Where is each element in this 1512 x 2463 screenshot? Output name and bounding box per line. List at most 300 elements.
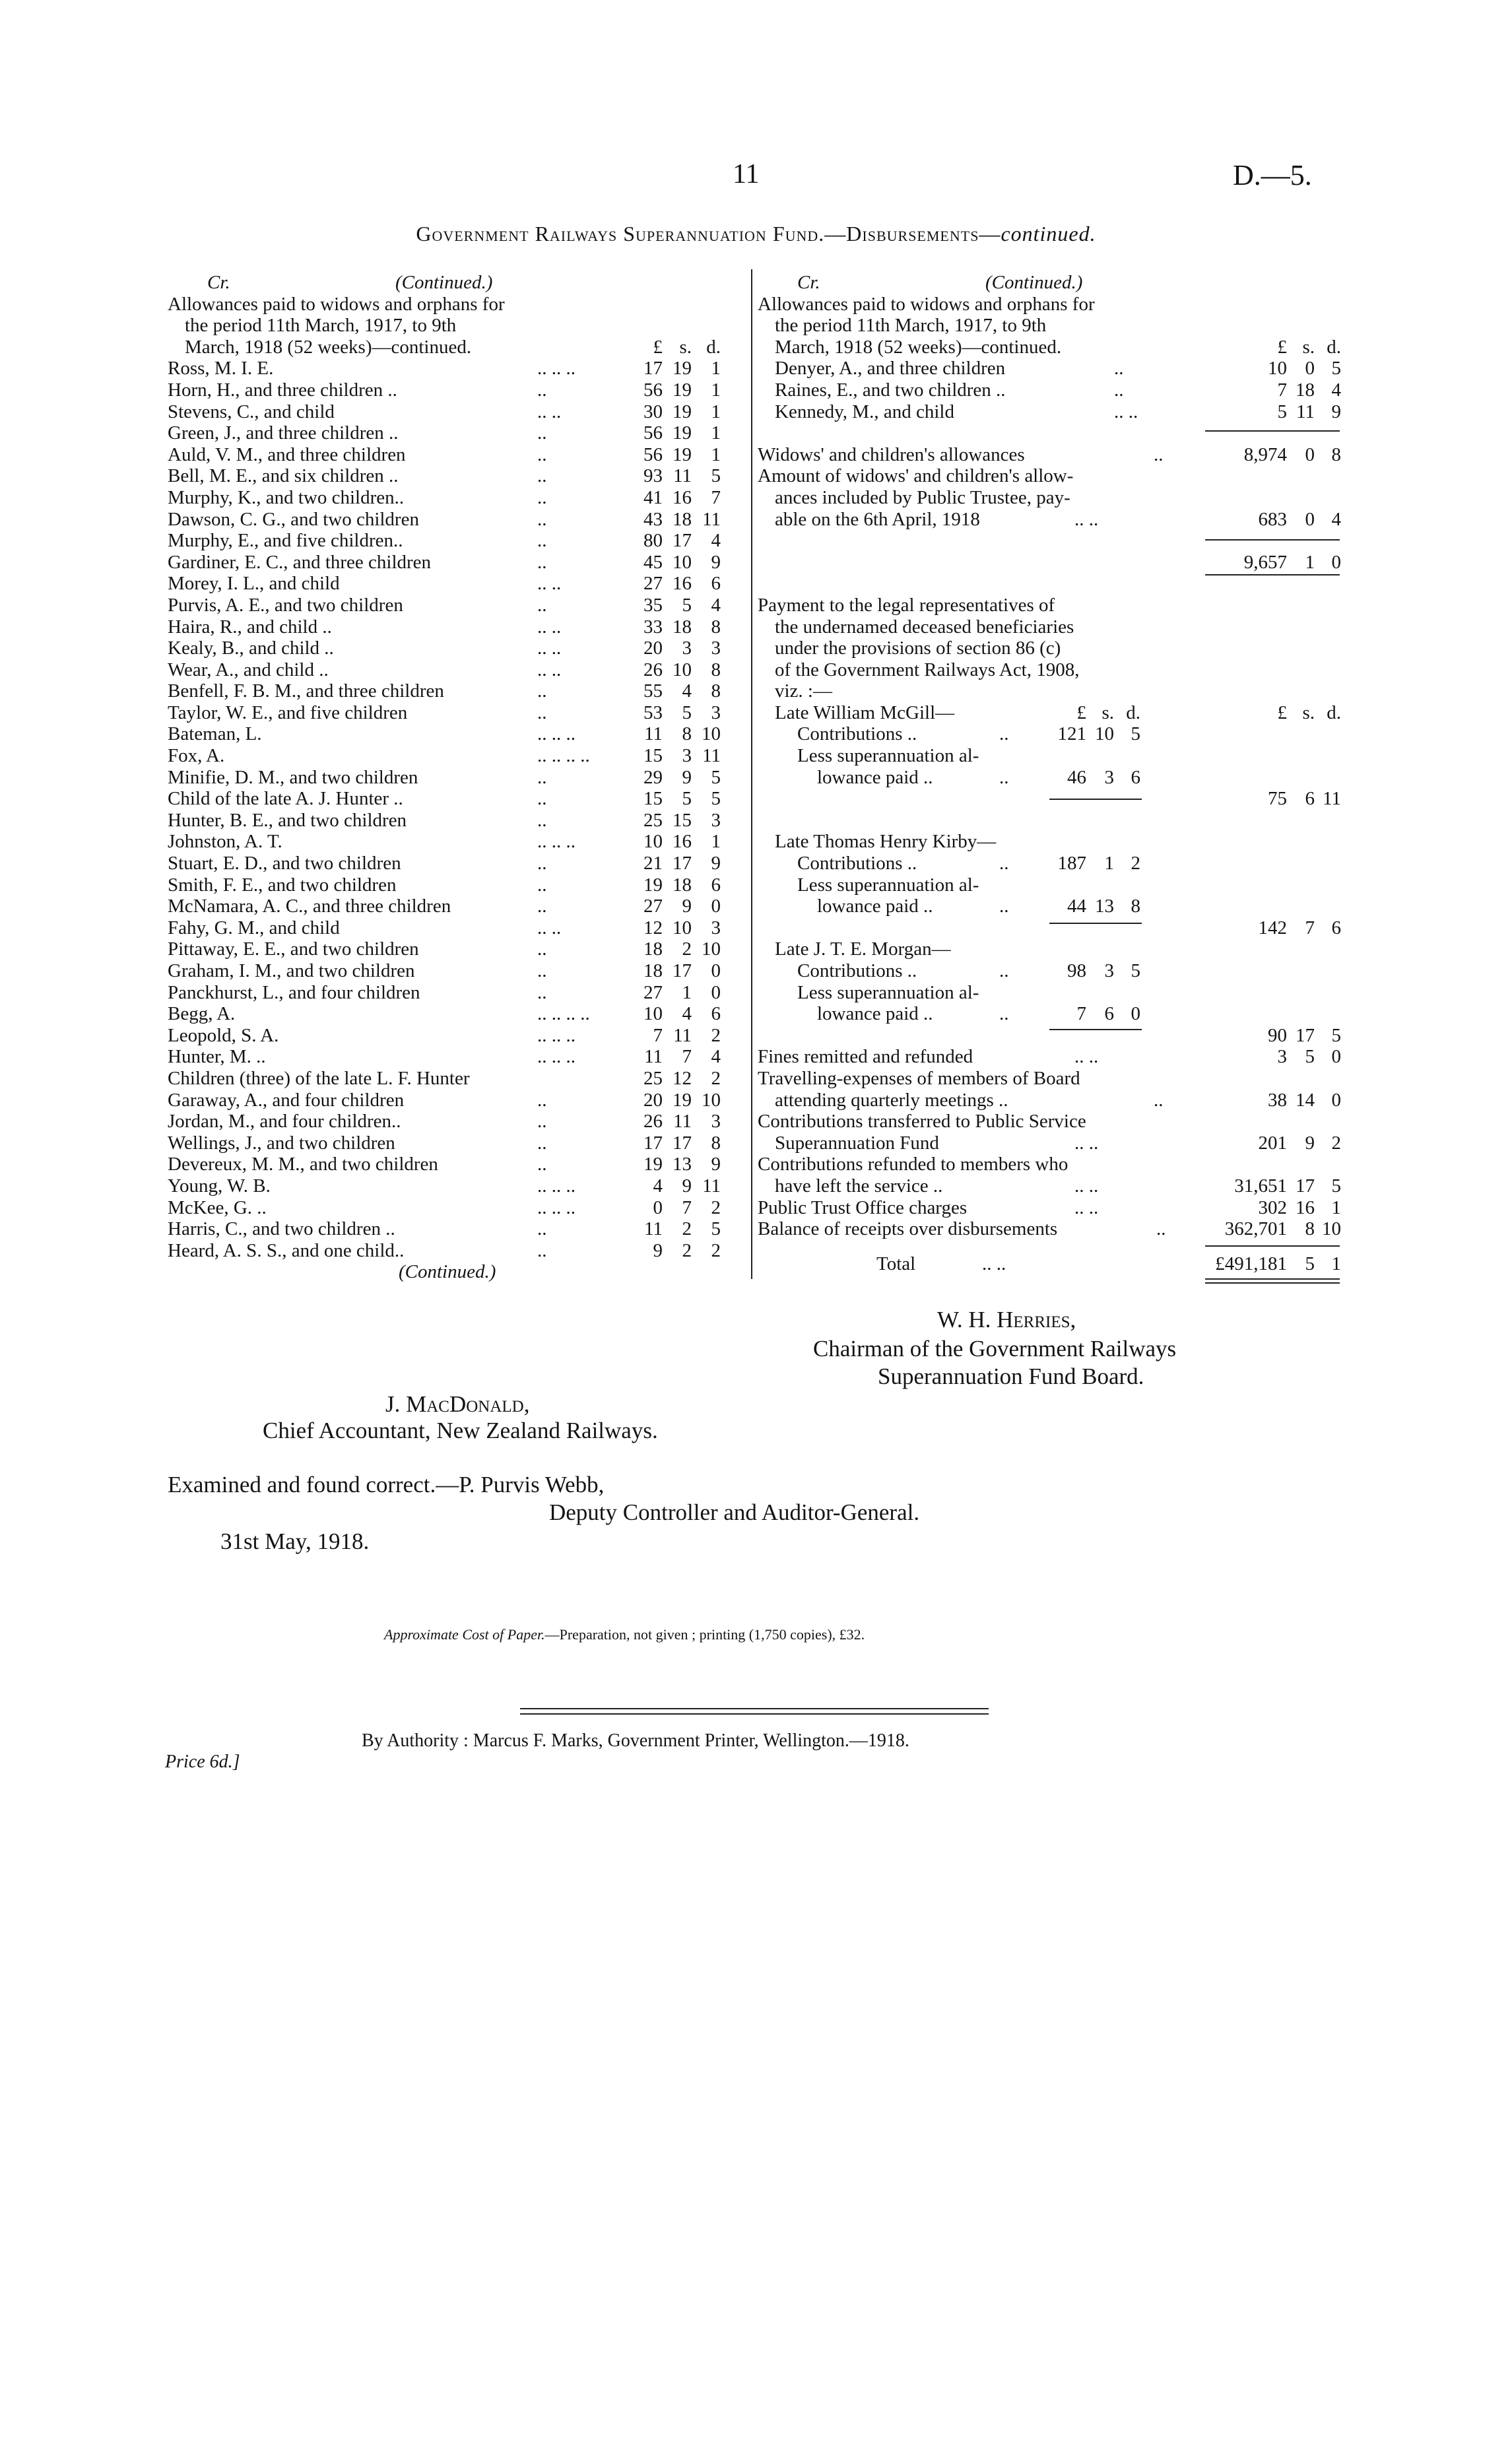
right-rule-row — [758, 422, 1325, 444]
morgan-net-pence: 5 — [1331, 1024, 1341, 1046]
left-header-line-3: March, 1918 (52 weeks)—continued. — [185, 336, 472, 358]
right-table-row — [758, 401, 1341, 423]
amount-pence: 5 — [1331, 358, 1341, 379]
left-column — [168, 272, 748, 1283]
amount-pounds: 19 — [643, 1154, 663, 1175]
amount-shillings: 17 — [673, 1132, 692, 1154]
left-table-row — [168, 1090, 748, 1111]
public-trustee-row-1 — [758, 465, 1325, 487]
amount-shillings: 16 — [673, 573, 692, 595]
amount-shillings: 9 — [682, 1175, 692, 1197]
amount-pounds: 9 — [653, 1239, 663, 1261]
left-table-row — [168, 810, 748, 832]
dot-leader: .. — [537, 809, 547, 831]
beneficiary-name: Minifie, D. M., and two children — [168, 766, 418, 788]
dot-leader: .. — [537, 702, 547, 723]
legal-row-2 — [758, 616, 1325, 638]
dot-leader: .. .. — [537, 638, 562, 659]
morgan-less-pence: 0 — [1131, 1003, 1140, 1025]
travel-pence: 0 — [1331, 1089, 1341, 1111]
kirby-less-leader: .. — [999, 896, 1009, 917]
subtotal-pounds: 9,657 — [1243, 551, 1287, 573]
dot-leader: .. — [537, 1239, 547, 1261]
beneficiary-name: Devereux, M. M., and two children — [168, 1154, 438, 1175]
fines-row — [758, 1046, 1341, 1068]
amount-pence: 6 — [711, 874, 721, 896]
spacer-row-2 — [758, 810, 1325, 832]
trust-leader: .. .. — [1074, 1197, 1099, 1218]
refunded-line-1: Contributions refunded to members who — [758, 1154, 1068, 1175]
left-table-row — [168, 1068, 748, 1090]
beneficiary-name: Kennedy, M., and child — [775, 401, 954, 422]
morgan-less-line-1: Less superannuation al- — [797, 981, 979, 1003]
left-continued-footer: (Continued.) — [399, 1261, 496, 1283]
left-table-row — [168, 638, 748, 659]
amount-pence: 2 — [711, 1024, 721, 1046]
left-table-row — [168, 552, 748, 574]
left-table-row — [168, 530, 748, 552]
beneficiary-name: Raines, E., and two children .. — [775, 379, 1006, 401]
price-label: Price 6d.] — [165, 1752, 240, 1772]
dot-leader: .. — [537, 486, 547, 508]
amount-pence: 0 — [711, 981, 721, 1003]
morgan-contrib-shillings: 3 — [1104, 960, 1114, 981]
herries-title-2: Superannuation Fund Board. — [878, 1363, 1144, 1389]
left-table-row — [168, 960, 748, 982]
refunded-line-2: have left the service .. — [775, 1175, 943, 1197]
left-table-row — [168, 1133, 748, 1154]
left-table-row — [168, 401, 748, 423]
amount-shillings: 17 — [673, 960, 692, 981]
kirby-title: Late Thomas Henry Kirby— — [775, 831, 997, 853]
mcgill-rule — [1049, 799, 1142, 800]
amount-shillings: 18 — [673, 874, 692, 896]
travel-shillings: 14 — [1296, 1089, 1315, 1111]
beneficiary-name: Haira, R., and child .. — [168, 616, 332, 638]
amount-shillings: 11 — [673, 1111, 692, 1133]
kirby-net-shillings: 7 — [1305, 917, 1315, 938]
amount-pounds: 17 — [643, 1132, 663, 1154]
amount-pence: 9 — [711, 1154, 721, 1175]
travel-pounds: 38 — [1268, 1089, 1287, 1111]
travel-row-2 — [758, 1089, 1341, 1111]
dot-leader: .. .. — [537, 616, 562, 638]
kirby-less-row-2 — [758, 896, 1325, 917]
beneficiary-name: Garaway, A., and four children — [168, 1089, 405, 1111]
macdonald-name-text: J. MacDonald, — [385, 1391, 530, 1417]
total-leader: .. .. — [982, 1253, 1006, 1275]
left-header-last-row — [168, 337, 748, 358]
right-header-last-row — [758, 336, 1341, 358]
left-table-row — [168, 831, 748, 853]
total-label: Total — [876, 1253, 916, 1275]
subtotal-row — [758, 551, 1341, 574]
kirby-less-pence: 8 — [1131, 896, 1140, 917]
fines-label: Fines remitted and refunded — [758, 1046, 973, 1068]
left-table-row — [168, 874, 748, 896]
refunded-row-1 — [758, 1154, 1325, 1175]
amount-pounds: 5 — [1277, 401, 1287, 422]
kirby-less-shillings: 13 — [1095, 896, 1114, 917]
amount-pounds: 19 — [643, 874, 663, 896]
travel-leader: .. — [1154, 1089, 1164, 1111]
date-line: 31st May, 1918. — [220, 1528, 370, 1554]
mcgill-less-shillings: 3 — [1104, 766, 1114, 788]
amount-pounds: 11 — [644, 1046, 663, 1068]
amount-pence: 3 — [711, 638, 721, 659]
amount-pence: 11 — [702, 508, 721, 530]
amount-pounds: 17 — [643, 358, 663, 379]
beneficiary-name: Graham, I. M., and two children — [168, 960, 415, 981]
amount-pence: 0 — [711, 896, 721, 917]
dot-leader: .. .. — [1114, 401, 1138, 422]
public-trustee-line-3: able on the 6th April, 1918 — [775, 508, 980, 530]
paper-cost-rest: —Preparation, not given ; printing (1,750 copies), £32. — [544, 1626, 865, 1643]
beneficiary-name: Panckhurst, L., and four children — [168, 981, 420, 1003]
amount-pence: 4 — [711, 594, 721, 616]
right-allowance-list — [758, 358, 1341, 422]
travel-line-1: Travelling-expenses of members of Board — [758, 1067, 1080, 1089]
morgan-less-leader: .. — [999, 1003, 1009, 1025]
beneficiary-name: Morey, I. L., and child — [168, 573, 340, 595]
beneficiary-name: Denyer, A., and three children — [775, 358, 1006, 379]
amount-shillings: 2 — [682, 1239, 692, 1261]
amount-pence: 0 — [711, 960, 721, 981]
page-title — [0, 222, 1512, 246]
amount-pence: 8 — [711, 680, 721, 702]
amount-pounds: 35 — [643, 594, 663, 616]
amount-shillings: 5 — [682, 594, 692, 616]
herries-name-text: W. H. Herries, — [937, 1307, 1076, 1332]
amount-pence: 2 — [711, 1197, 721, 1218]
kirby-contrib-shillings: 1 — [1104, 853, 1114, 874]
amount-pence: 3 — [711, 917, 721, 938]
mcgill-contrib-pounds: 121 — [1057, 723, 1086, 745]
amount-pence: 8 — [711, 1132, 721, 1154]
left-table-row — [168, 767, 748, 789]
amount-shillings: 19 — [673, 401, 692, 422]
beneficiary-name: Stevens, C., and child — [168, 401, 335, 422]
legal-line-3: under the provisions of section 86 (c) — [775, 638, 1061, 659]
amount-pounds: 30 — [643, 401, 663, 422]
dot-leader: .. .. .. — [537, 723, 575, 745]
left-table-row — [168, 659, 748, 681]
amount-pounds: 27 — [643, 981, 663, 1003]
kirby-net-row — [758, 917, 1341, 939]
amount-pence: 11 — [702, 1175, 721, 1197]
amount-pounds: 55 — [643, 680, 663, 702]
dot-leader: .. — [537, 896, 547, 917]
dot-leader: .. — [537, 960, 547, 981]
morgan-contrib-pounds: 98 — [1067, 960, 1086, 981]
right-col-pence: d. — [1327, 336, 1341, 358]
right-table-row — [758, 379, 1341, 401]
right-col-shillings: s. — [1302, 336, 1315, 358]
mcgill-contrib-row — [758, 723, 1325, 745]
left-table-row — [168, 465, 748, 487]
left-table-row — [168, 616, 748, 638]
morgan-less-shillings: 6 — [1104, 1003, 1114, 1025]
inner-col-pound: £ — [1076, 702, 1086, 723]
dot-leader: .. — [537, 443, 547, 465]
kirby-rule — [1049, 923, 1142, 924]
fines-leader: .. .. — [1074, 1046, 1099, 1068]
kirby-title-row — [758, 831, 1325, 853]
dot-leader: .. — [537, 788, 547, 810]
document-code: D.—5. — [1233, 159, 1312, 191]
transfer-row-2 — [758, 1132, 1341, 1154]
beneficiary-name: Hunter, B. E., and two children — [168, 809, 407, 831]
title-main: Government Railways Superannuation Fund.—Disbursements— — [416, 222, 1001, 246]
right-section-header — [758, 294, 1325, 337]
amount-pounds: 56 — [643, 422, 663, 444]
beneficiary-name: Taylor, W. E., and five children — [168, 702, 408, 723]
amount-shillings: 18 — [1296, 379, 1315, 401]
beneficiary-name: Heard, A. S. S., and one child.. — [168, 1239, 405, 1261]
amount-pence: 1 — [711, 379, 721, 401]
balance-pence: 10 — [1322, 1218, 1341, 1240]
amount-pence: 3 — [711, 1111, 721, 1133]
beneficiary-name: Dawson, C. G., and two children — [168, 508, 419, 530]
left-col-pound: £ — [653, 336, 663, 358]
left-table-row — [168, 853, 748, 874]
kirby-contrib-leader: .. — [999, 853, 1009, 874]
legal-line-2: the undernamed deceased beneficiaries — [775, 616, 1074, 638]
morgan-title-row — [758, 938, 1325, 960]
left-table-row — [168, 1197, 748, 1219]
amount-shillings: 19 — [673, 379, 692, 401]
public-trustee-line-1: Amount of widows' and children's allow- — [758, 465, 1074, 487]
dot-leader: .. — [537, 379, 547, 401]
dot-leader: .. .. .. .. — [537, 745, 590, 767]
amount-shillings: 4 — [682, 1003, 692, 1025]
amount-pounds: 20 — [643, 1089, 663, 1111]
left-table-row — [168, 595, 748, 616]
beneficiary-name: Fox, A. — [168, 745, 225, 767]
beneficiary-name: Wear, A., and child .. — [168, 659, 329, 680]
left-footer-row — [168, 1261, 748, 1283]
kirby-contrib-pence: 2 — [1131, 853, 1140, 874]
morgan-title: Late J. T. E. Morgan— — [775, 938, 951, 960]
beneficiary-name: Begg, A. — [168, 1003, 236, 1025]
beneficiary-name: Ross, M. I. E. — [168, 358, 274, 379]
amount-pounds: 33 — [643, 616, 663, 638]
beneficiary-name: Benfell, F. B. M., and three children — [168, 680, 444, 702]
morgan-contrib-pence: 5 — [1131, 960, 1140, 981]
public-trustee-row-3 — [758, 508, 1341, 531]
right-cr-label: Cr. — [797, 272, 820, 293]
left-table-row — [168, 680, 748, 702]
total-double-rule-1 — [1205, 1278, 1340, 1280]
legal-line-5: viz. :— — [775, 680, 832, 702]
transfer-shillings: 9 — [1305, 1132, 1315, 1154]
beneficiary-name: Gardiner, E. C., and three children — [168, 551, 432, 573]
amount-pounds: 26 — [643, 659, 663, 680]
left-table-row — [168, 358, 748, 379]
right-header-line-2: the period 11th March, 1917, to 9th — [775, 315, 1047, 337]
kirby-less-line-2: lowance paid .. — [817, 896, 933, 917]
amount-pence: 7 — [711, 486, 721, 508]
inner-col-pence: d. — [1126, 702, 1140, 723]
subtotal-rule — [1205, 430, 1340, 432]
amount-shillings: 11 — [1296, 401, 1315, 422]
herries-title-1: Chairman of the Government Railways — [813, 1336, 1177, 1362]
left-continued-label: (Continued.) — [395, 272, 493, 293]
amount-pence: 6 — [711, 1003, 721, 1025]
left-col-shillings: s. — [679, 336, 692, 358]
amount-pence: 1 — [711, 831, 721, 853]
refunded-pounds: 31,651 — [1234, 1175, 1287, 1197]
beneficiary-name: Wellings, J., and two children — [168, 1132, 395, 1154]
public-trustee-shillings: 0 — [1305, 508, 1315, 530]
balance-label: Balance of receipts over disbursements — [758, 1218, 1058, 1240]
widows-allowances-row — [758, 443, 1341, 466]
paper-cost-italic: Approximate Cost of Paper. — [384, 1626, 545, 1643]
balance-shillings: 8 — [1305, 1218, 1315, 1240]
refunded-pence: 5 — [1331, 1175, 1341, 1197]
transfer-line-1: Contributions transferred to Public Service — [758, 1111, 1086, 1133]
dot-leader: .. — [537, 530, 547, 552]
amount-pence: 11 — [702, 745, 721, 767]
amount-shillings: 3 — [682, 745, 692, 767]
amount-shillings: 3 — [682, 638, 692, 659]
amount-pounds: 41 — [643, 486, 663, 508]
amount-pence: 3 — [711, 809, 721, 831]
kirby-less-line-1: Less superannuation al- — [797, 874, 979, 896]
auditor-title: Deputy Controller and Auditor-General. — [549, 1499, 920, 1525]
left-cr-line — [168, 272, 748, 294]
amount-pounds: 4 — [653, 1175, 663, 1197]
mcgill-less-pounds: 46 — [1067, 766, 1086, 788]
left-table-row — [168, 788, 748, 810]
amount-pounds: 18 — [643, 938, 663, 960]
travel-line-2: attending quarterly meetings .. — [775, 1089, 1008, 1111]
trust-label: Public Trust Office charges — [758, 1197, 968, 1218]
amount-pounds: 18 — [643, 960, 663, 981]
amount-shillings: 10 — [673, 659, 692, 680]
subtotal-rule-2 — [1205, 539, 1340, 541]
beneficiary-name: Hunter, M. .. — [168, 1046, 266, 1068]
balance-pounds: 362,701 — [1224, 1218, 1287, 1240]
dot-leader: .. — [537, 1218, 547, 1240]
amount-pounds: 53 — [643, 702, 663, 723]
amount-pounds: 93 — [643, 465, 663, 487]
morgan-net-pounds: 90 — [1268, 1024, 1287, 1046]
amount-pounds: 25 — [643, 1067, 663, 1089]
dot-leader: .. — [537, 766, 547, 788]
amount-pounds: 21 — [643, 853, 663, 874]
amount-shillings: 4 — [682, 680, 692, 702]
left-col-pence: d. — [706, 336, 721, 358]
dot-leader: .. — [537, 874, 547, 896]
beneficiary-name: Pittaway, E. E., and two children — [168, 938, 419, 960]
mcgill-less-leader: .. — [999, 766, 1009, 788]
mcgill-less-line-1: Less superannuation al- — [797, 745, 979, 767]
widows-allowances-shillings: 0 — [1305, 443, 1315, 465]
dot-leader: .. — [537, 938, 547, 960]
right-continued-label: (Continued.) — [985, 272, 1083, 293]
trust-shillings: 16 — [1296, 1197, 1315, 1218]
left-allowance-list — [168, 358, 748, 1261]
mcgill-net-row — [758, 788, 1341, 810]
amount-shillings: 17 — [673, 853, 692, 874]
morgan-rule — [1049, 1029, 1142, 1030]
total-shillings: 5 — [1305, 1253, 1315, 1275]
dot-leader: .. — [537, 508, 547, 530]
dot-leader: .. .. .. — [537, 1024, 575, 1046]
beneficiary-name: Horn, H., and three children .. — [168, 379, 397, 401]
amount-pence: 5 — [711, 788, 721, 810]
amount-shillings: 7 — [682, 1046, 692, 1068]
herries-name — [937, 1307, 1076, 1333]
amount-shillings: 9 — [682, 766, 692, 788]
amount-shillings: 9 — [682, 896, 692, 917]
left-table-row — [168, 1111, 748, 1133]
amount-shillings: 10 — [673, 551, 692, 573]
morgan-net-row — [758, 1024, 1341, 1047]
beneficiary-name: Stuart, E. D., and two children — [168, 853, 401, 874]
left-table-row — [168, 702, 748, 724]
beneficiary-name: Children (three) of the late L. F. Hunter — [168, 1067, 470, 1089]
left-table-row — [168, 573, 748, 595]
beneficiary-name: Jordan, M., and four children.. — [168, 1111, 401, 1133]
right-col-pound: £ — [1277, 336, 1287, 358]
amount-pounds: 10 — [1268, 358, 1287, 379]
amount-pence: 9 — [1331, 401, 1341, 422]
mcgill-less-row-1 — [758, 745, 1325, 767]
beneficiary-name: Leopold, S. A. — [168, 1024, 279, 1046]
refunded-shillings: 17 — [1296, 1175, 1315, 1197]
mcgill-contrib-leader: .. — [999, 723, 1009, 745]
refunded-row-2 — [758, 1175, 1341, 1197]
right-header-line-1: Allowances paid to widows and orphans for — [758, 293, 1095, 315]
amount-pence: 9 — [711, 853, 721, 874]
morgan-contrib-label: Contributions .. — [797, 960, 917, 981]
amount-pence: 1 — [711, 401, 721, 422]
examined-line: Examined and found correct.—P. Purvis Webb, — [168, 1472, 605, 1497]
left-table-row — [168, 1025, 748, 1047]
outer-col-pence: d. — [1327, 702, 1341, 723]
mcgill-contrib-shillings: 10 — [1095, 723, 1114, 745]
dot-leader: .. .. — [537, 917, 562, 938]
legal-row-5 — [758, 680, 1325, 702]
amount-pounds: 29 — [643, 766, 663, 788]
dot-leader: .. .. .. — [537, 1046, 575, 1068]
kirby-contrib-row — [758, 853, 1325, 874]
amount-pounds: 43 — [643, 508, 663, 530]
dot-leader: .. — [537, 551, 547, 573]
beneficiary-name: Green, J., and three children .. — [168, 422, 399, 444]
amount-pounds: 7 — [1277, 379, 1287, 401]
kirby-less-pounds: 44 — [1067, 896, 1086, 917]
left-header-line-1: Allowances paid to widows and orphans for — [168, 293, 505, 315]
mcgill-title-row — [758, 702, 1341, 724]
amount-pounds: 10 — [643, 831, 663, 853]
amount-pounds: 27 — [643, 573, 663, 595]
amount-pence: 3 — [711, 702, 721, 723]
amount-pounds: 80 — [643, 530, 663, 552]
amount-pence: 5 — [711, 766, 721, 788]
dot-leader: .. .. — [537, 401, 562, 422]
dot-leader: .. — [537, 680, 547, 702]
morgan-contrib-row — [758, 960, 1325, 982]
amount-pence: 4 — [711, 530, 721, 552]
kirby-net-pounds: 142 — [1258, 917, 1287, 938]
left-table-row — [168, 1175, 748, 1197]
amount-pence: 1 — [711, 443, 721, 465]
paper-cost-note — [384, 1626, 865, 1643]
amount-pence: 10 — [702, 938, 721, 960]
